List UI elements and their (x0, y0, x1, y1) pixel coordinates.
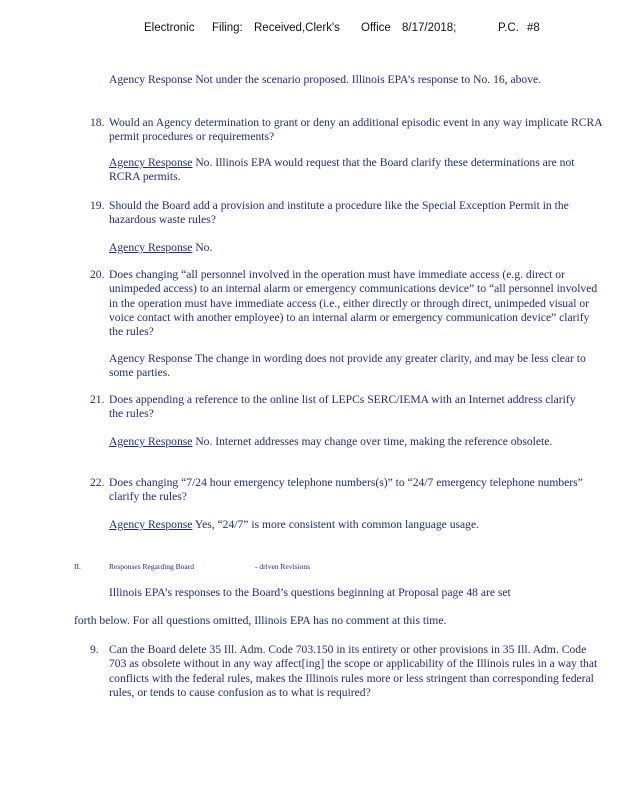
response-label: Agency Response (109, 435, 193, 448)
response-text: Yes, “24/7” is more consistent with common language usage. (194, 518, 479, 531)
section-title-suffix: - driven Revisions (255, 562, 310, 571)
agency-response (109, 518, 589, 532)
question-number: 9. (90, 643, 99, 656)
response-label: Agency Response (109, 352, 193, 365)
response-text: No. (195, 241, 213, 254)
question-text: Can the Board delete 35 Ill. Adm. Code 703.150 in its entirety or other provisions in 35 Ill. Adm. Code 703 as obsolete without in any way affect[ing] the scope or applicability of the Illinois rules in a way that conflicts with the federal rules, makes the Illinois rules more or less stringent than corresponding federal rules, or tends to cause confusion as to what is required? (109, 643, 598, 699)
header-pc-number: #8 (527, 22, 540, 34)
header-date: 8/17/2018; (402, 22, 457, 34)
question-number: 19. (90, 199, 105, 212)
question-number: 20. (90, 268, 105, 281)
response-text: No. Internet addresses may change over time, making the reference obsolete. (195, 435, 553, 448)
page-header (0, 22, 618, 38)
question-number: 22. (90, 476, 105, 489)
question-text: Does changing “7/24 hour emergency telephone numbers(s)” to “24/7 emergency telephone numbers” clarify the rules? (109, 476, 583, 504)
header-filing: Filing: (212, 22, 243, 34)
question-number: 18. (90, 116, 105, 129)
agency-response (109, 156, 579, 185)
question-text: Does changing “all personnel involved in the operation must have immediate access (e.g. direct or unimpeded access) to an internal alarm or emergency communications device” to “all personnel involved in the operation must have immediate access (i.e., either directly or through direct, unimpeded visual or voice contact with another employee) to an internal alarm or emergency communication device” clarify the rules? (109, 268, 598, 339)
paragraph-line-2: forth below. For all questions omitted, Illinois EPA has no comment at this time. (74, 614, 447, 627)
header-pc: P.C. (498, 22, 519, 34)
response-text: No. Illinois EPA would request that the Board clarify these determinations are not RCRA permits. (109, 156, 575, 184)
response-label: Agency Response (109, 156, 193, 169)
question-number: 21. (90, 393, 105, 406)
section-numeral: II. (74, 562, 81, 571)
agency-response (109, 241, 579, 255)
question-text: Does appending a reference to the online list of LEPCs SERC/IEMA with an Internet address clarify the rules? (109, 393, 576, 421)
paragraph-line-1: Illinois EPA’s responses to the Board’s questions beginning at Proposal page 48 are set (109, 586, 511, 599)
question-text: Would an Agency determination to grant or deny an additional episodic event in any way implicate RCRA permit procedures or requirements? (109, 116, 602, 144)
response-text: The change in wording does not provide any greater clarity, and may be less clear to some parties. (109, 352, 586, 380)
question-text: Should the Board add a provision and institute a procedure like the Special Exception Permit in the hazardous waste rules? (109, 199, 569, 227)
header-office: Office (361, 22, 391, 34)
header-electronic: Electronic (144, 22, 195, 34)
header-received: Received,Clerk's (254, 22, 340, 34)
intro-response (109, 73, 594, 87)
agency-response (109, 352, 589, 381)
response-label: Agency Response (109, 241, 193, 254)
response-text: Not under the scenario proposed. Illinois EPA’s response to No. 16, above. (195, 73, 542, 86)
section-title: Responses Regarding Board (109, 562, 194, 571)
response-label: Agency Response (109, 518, 193, 531)
agency-response (109, 435, 589, 449)
response-label: Agency Response (109, 73, 193, 86)
